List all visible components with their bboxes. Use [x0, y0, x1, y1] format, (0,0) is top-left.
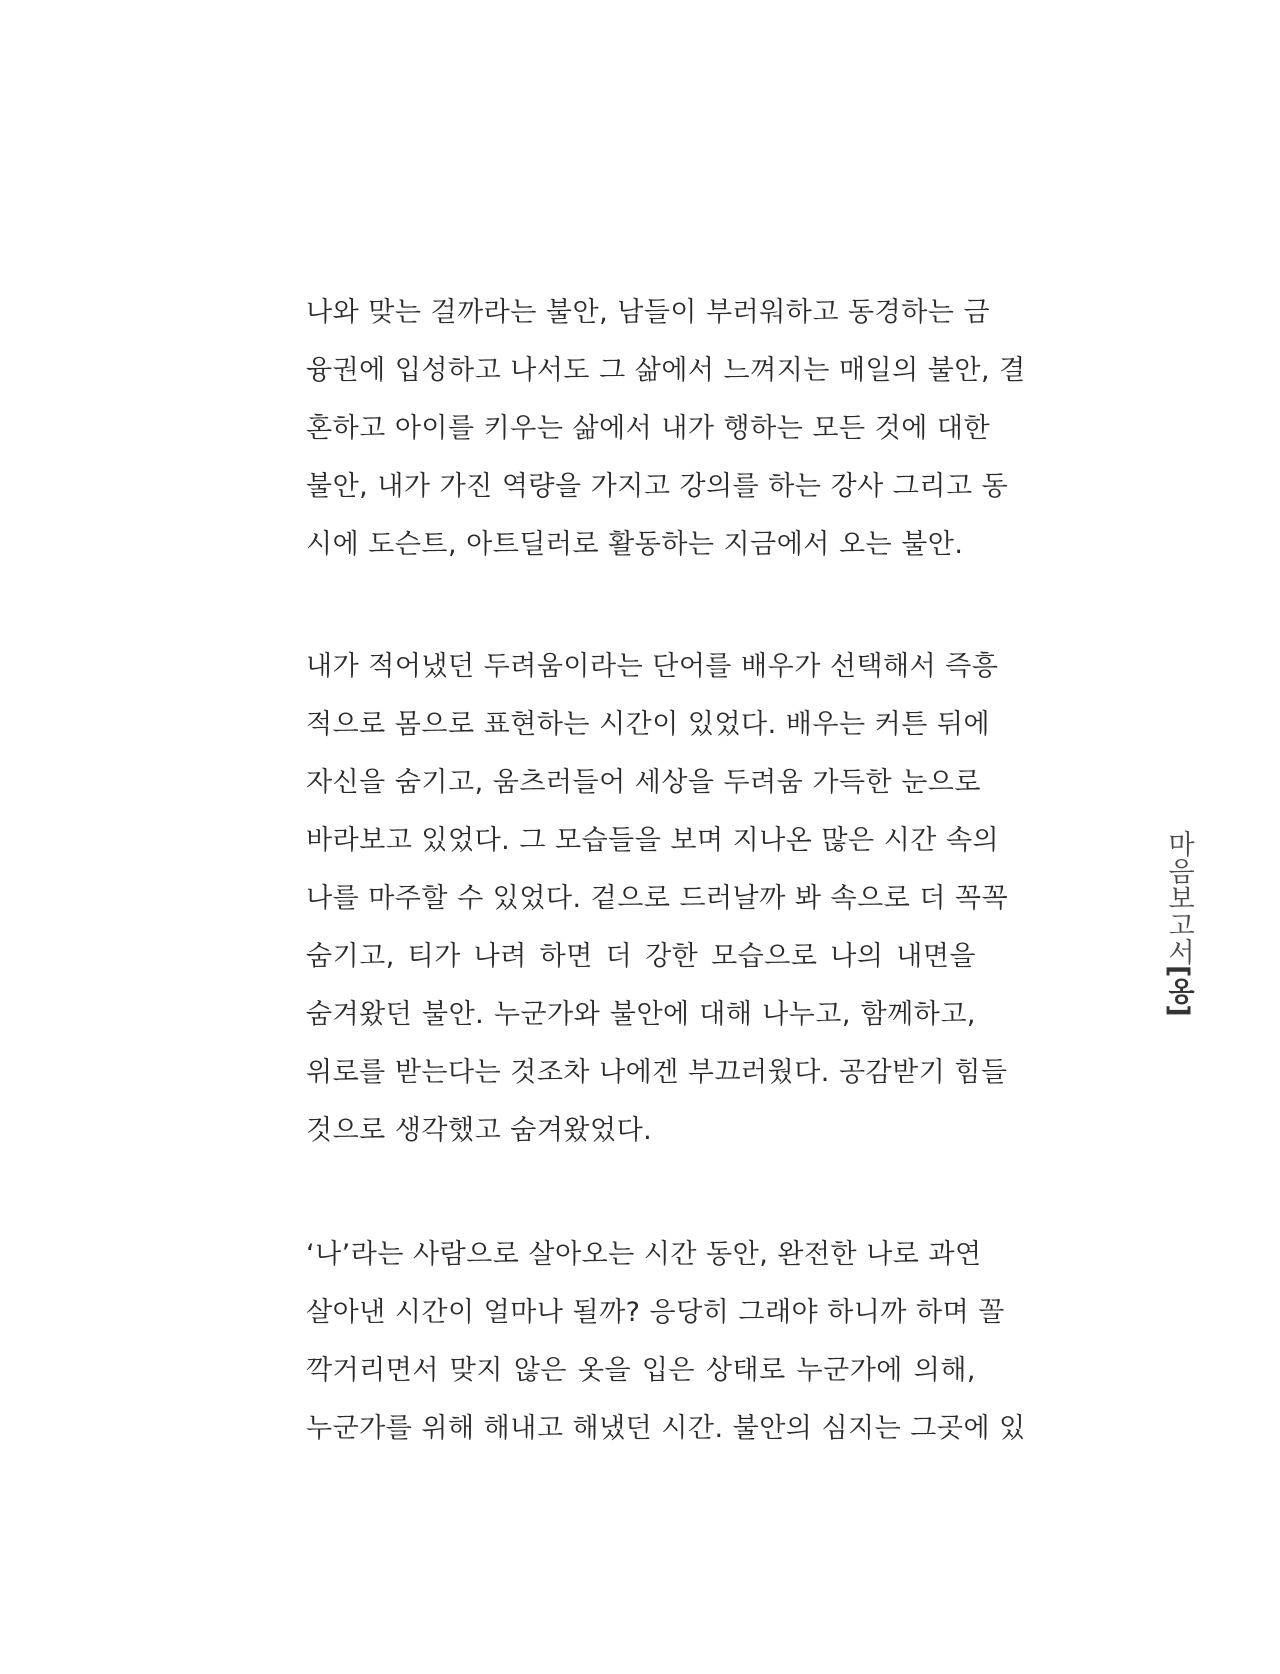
text-line: 위로를 받는다는 것조차 나에겐 부끄러웠다. 공감받기 힘들 [306, 1057, 1008, 1088]
running-title-mark: [옹] [1163, 965, 1194, 1017]
text-line: 적으로 몸으로 표현하는 시간이 있었다. 배우는 커튼 뒤에 [306, 709, 991, 740]
text-line: 내가 적어냈던 두려움이라는 단어를 배우가 선택해서 즉흥 [306, 651, 999, 682]
running-title [1164, 830, 1198, 1017]
running-title-text: 마음보고서 [1163, 830, 1194, 965]
paragraph-1 [306, 284, 1026, 574]
text-line: 혼하고 아이를 키우는 삶에서 내가 행하는 모든 것에 대한 [306, 413, 991, 444]
paragraph-spacer [306, 1160, 976, 1226]
text-line: 융권에 입성하고 나서도 그 삶에서 느껴지는 매일의 불안, 결 [306, 355, 1026, 386]
text-line: 살아낸 시간이 얼마나 될까? 응당히 그래야 하니까 하며 꼴 [306, 1297, 1005, 1328]
text-line: 누군가를 위해 해내고 해냈던 시간. 불안의 심지는 그곳에 있 [306, 1413, 1026, 1444]
text-line: ‘나’라는 사람으로 살아오는 시간 동안, 완전한 나로 과연 [306, 1239, 982, 1270]
text-line: 자신을 숨기고, 움츠러들어 세상을 두려움 가득한 눈으로 [306, 767, 981, 798]
paragraph-spacer [306, 574, 976, 638]
text-line: 것으로 생각했고 숨겨왔었다. [306, 1115, 653, 1146]
text-line: 바라보고 있었다. 그 모습들을 보며 지나온 많은 시간 속의 [306, 825, 1000, 856]
paragraph-2 [306, 638, 1009, 1160]
text-line: 숨겨왔던 불안. 누군가와 불안에 대해 나누고, 함께하고, [306, 999, 976, 1030]
text-line: 나와 맞는 걸까라는 불안, 남들이 부러워하고 동경하는 금 [306, 297, 991, 328]
text-line: 숨기고, 티가 나려 하면 더 강한 모습으로 나의 내면을 [306, 941, 976, 972]
text-line: 시에 도슨트, 아트딜러로 활동하는 지금에서 오는 불안. [306, 529, 964, 560]
text-line: 나를 마주할 수 있었다. 겉으로 드러날까 봐 속으로 더 꼭꼭 [306, 883, 1009, 914]
text-line: 깍거리면서 맞지 않은 옷을 입은 상태로 누군가에 의해, [306, 1355, 976, 1386]
body-text [306, 284, 1026, 1458]
text-line: 불안, 내가 가진 역량을 가지고 강의를 하는 강사 그리고 동 [306, 471, 1009, 502]
paragraph-3 [306, 1226, 1026, 1458]
